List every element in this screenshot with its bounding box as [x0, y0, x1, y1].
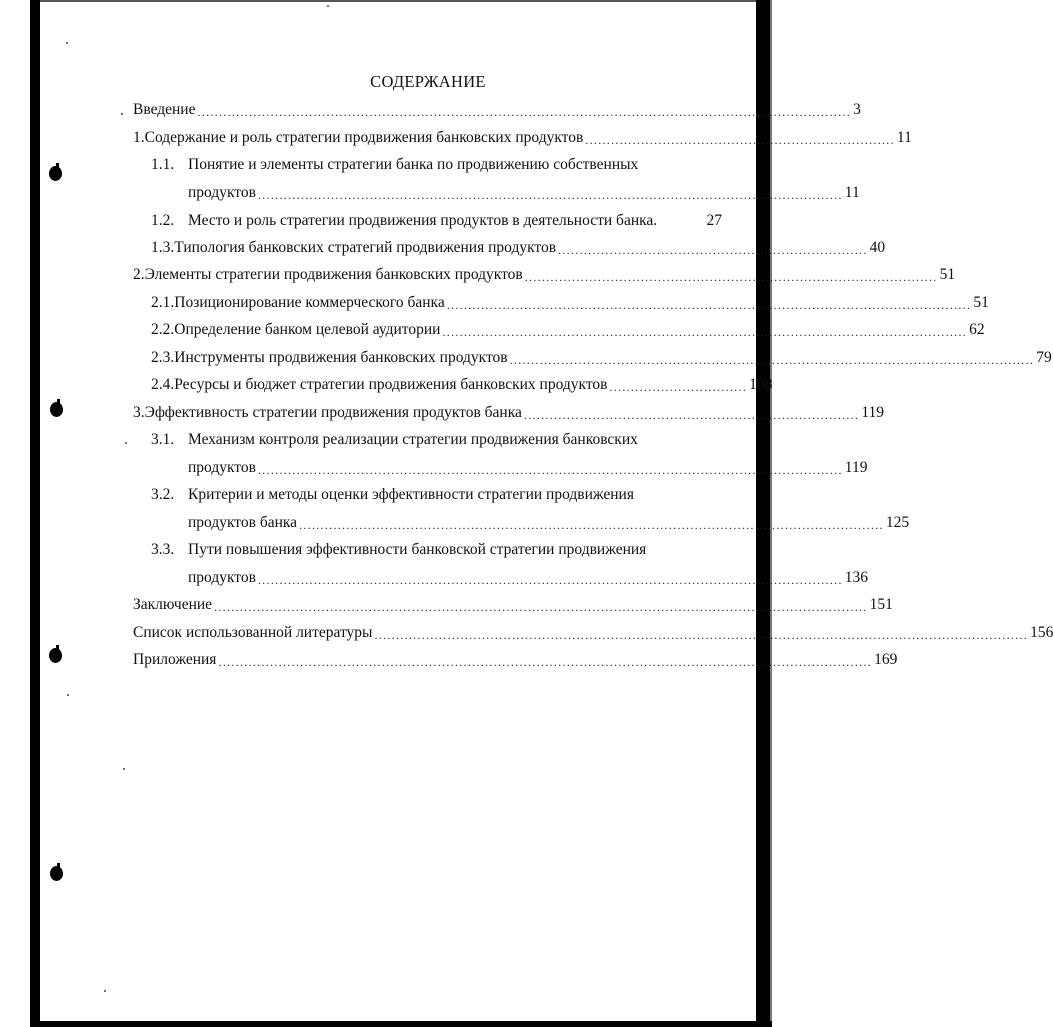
toc-entry-text: Эффективность стратегии продвижения продуктов банка	[144, 404, 522, 421]
toc-entry-text: Заключение	[133, 596, 213, 613]
toc-entry-number: 3.	[133, 404, 145, 421]
toc-entry-number: 2.2.	[151, 321, 175, 338]
toc-entry-page: 27	[706, 212, 722, 229]
toc-entry-page: 3	[853, 101, 861, 118]
toc-entry-text: продуктов	[188, 569, 256, 586]
toc-leader-dots: ..........................................................................................................................	[446, 298, 972, 312]
toc-entry-section-3-1[interactable]	[188, 458, 868, 478]
toc-entry-text: Типология банковских стратегий продвижения продуктов	[174, 239, 557, 256]
toc-entry-text: Приложения	[133, 651, 217, 668]
toc-entry-text: Позиционирование коммерческого банка	[174, 294, 445, 311]
toc-leader-dots: ........................................................................	[558, 243, 868, 257]
toc-entry-page: 119	[844, 459, 868, 476]
toc-entry-number: 2.4.	[151, 376, 175, 393]
toc-entry-page: 136	[844, 569, 869, 586]
toc-entry-text: Определение банком целевой аудитории	[174, 321, 441, 338]
toc-entry-number: 1.	[133, 129, 145, 146]
toc-entry-text: Введение	[133, 101, 196, 118]
toc-entry-page: 11	[896, 129, 912, 146]
toc-entry-number: 1.2.	[151, 212, 175, 229]
toc-entry-text: Элементы стратегии продвижения банковских продуктов	[144, 266, 523, 283]
page-title: СОДЕРЖАНИЕ	[370, 72, 486, 91]
toc-entry-text: Список использованной литературы	[133, 624, 373, 641]
toc-entry-section-2-2[interactable]	[151, 320, 985, 340]
toc-entry-text-line1: Понятие и элементы стратегии банка по продвижению собственных	[188, 156, 639, 173]
toc-entry-number: 1.3.	[151, 239, 175, 256]
toc-entry-section-3-3[interactable]	[188, 568, 869, 588]
toc-entry-number: 3.3.	[151, 541, 175, 558]
toc-entry-page: 11	[844, 184, 860, 201]
toc-entry-number: 2.3.	[151, 349, 175, 366]
toc-entry-text: Инструменты продвижения банковских продуктов	[174, 349, 508, 366]
toc-entry-text: Ресурсы и бюджет стратегии продвижения банковских продуктов	[174, 376, 608, 393]
toc-entry-section-3-3-first-line[interactable]	[151, 540, 646, 560]
toc-entry-number: 1.1.	[151, 156, 175, 173]
toc-entry-text-line1: Пути повышения эффективности банковской стратегии продвижения	[188, 541, 647, 558]
toc-entry-page: 151	[869, 596, 893, 613]
toc-entry-section-2-4[interactable]	[151, 375, 773, 395]
toc-entry-number: 2.	[133, 266, 145, 283]
toc-leader-dots: ........................................................................................................................................................	[197, 105, 852, 119]
toc-entry-number: 2.1.	[151, 294, 175, 311]
toc-leader-dots: ................................	[609, 380, 748, 394]
toc-entry-number: 3.2.	[151, 486, 175, 503]
toc-entry-section-1-2[interactable]	[151, 211, 722, 231]
toc-entry-page: 119	[861, 404, 885, 421]
toc-entry-appendix[interactable]	[133, 650, 898, 670]
toc-entry-page: 62	[969, 321, 985, 338]
toc-entry-text: продуктов	[188, 459, 256, 476]
toc-entry-text-line1: Критерии и методы оценки эффективности стратегии продвижения	[188, 486, 634, 503]
toc-entry-section-3-2-first-line[interactable]	[151, 485, 634, 505]
toc-entry-page: 169	[874, 651, 898, 668]
toc-entry-text: Содержание и роль стратегии продвижения банковских продуктов	[144, 129, 584, 146]
toc-entry-section-1-1[interactable]	[188, 183, 860, 203]
toc-leader-dots: ........................................................................................................................................................	[214, 600, 868, 614]
toc-leader-dots: ........................................................................................................................................	[257, 573, 843, 587]
toc-entry-conclusion[interactable]	[133, 595, 893, 615]
toc-entry-section-2-1[interactable]	[151, 293, 989, 313]
toc-entry-page: 108	[749, 376, 773, 393]
toc-entry-chapter-3[interactable]	[133, 403, 885, 423]
toc-entry-text: продуктов	[188, 184, 256, 201]
toc-leader-dots: ..........................................................................................................................	[442, 325, 968, 339]
toc-entry-section-1-3[interactable]	[151, 238, 886, 258]
toc-leader-dots: ........................................................................................................................................................	[218, 655, 873, 669]
toc-entry-page: 51	[973, 294, 989, 311]
toc-entry-introduction[interactable]	[133, 100, 861, 120]
toc-leader-dots: ........................................................................................................................................................	[374, 628, 1029, 642]
toc-entry-section-2-3[interactable]	[151, 348, 1052, 368]
toc-leader-dots: ........................................................................................................................................	[299, 518, 884, 532]
toc-entry-references[interactable]	[133, 623, 1053, 643]
toc-entry-page: 156	[1030, 624, 1053, 641]
toc-entry-page: 40	[869, 239, 886, 256]
toc-entry-chapter-2[interactable]	[133, 265, 956, 285]
toc-leader-dots: ........................................................................	[585, 133, 895, 147]
toc-leader-dots: ..............................................................................	[523, 408, 860, 422]
toc-entry-page: 51	[939, 266, 956, 283]
toc-entry-text-line1: Механизм контроля реализации стратегии продвижения банковских	[188, 431, 638, 448]
toc-entry-chapter-1[interactable]	[133, 128, 912, 148]
toc-entry-page: 125	[885, 514, 910, 531]
toc-leader-dots: ........................................................................................................................................	[257, 463, 843, 477]
toc-leader-dots: ................................................................................................	[524, 270, 938, 284]
toc-entry-number: 3.1.	[151, 431, 175, 448]
toc-entry-text: Место и роль стратегии продвижения продуктов в деятельности банка.	[188, 212, 658, 229]
toc-entry-page: 79	[1036, 349, 1052, 366]
toc-entry-section-3-2[interactable]	[188, 513, 910, 533]
toc-leader-dots: ........................................................................................................................................	[257, 188, 843, 202]
toc-leader-dots: ..........................................................................................................................	[509, 353, 1035, 367]
toc-entry-text: продуктов банка	[188, 514, 298, 531]
toc-entry-section-3-1-first-line[interactable]	[151, 430, 638, 450]
toc-entry-section-1-1-first-line[interactable]	[151, 155, 638, 175]
